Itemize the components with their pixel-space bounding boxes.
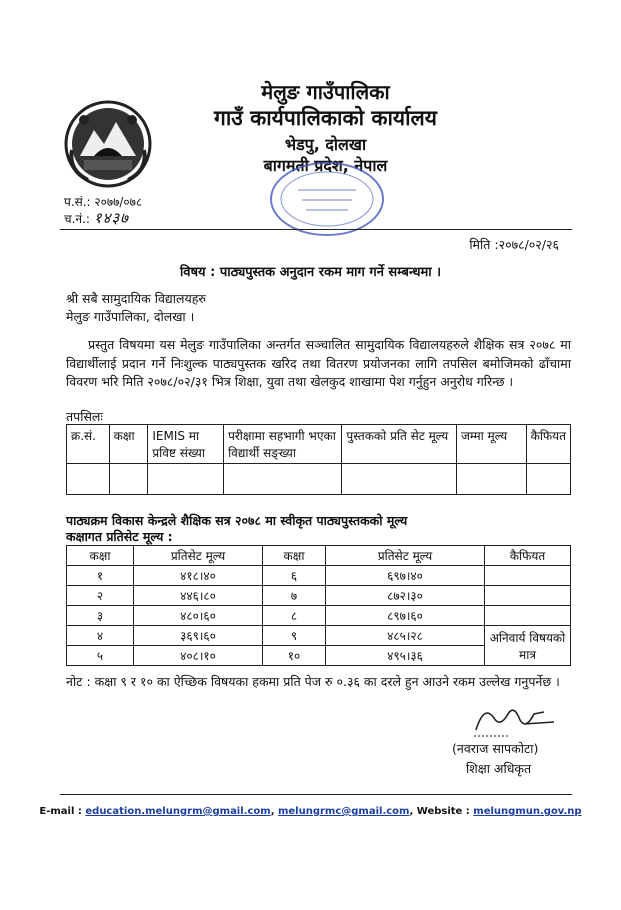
- chalani-label: च.नं.:: [64, 212, 90, 226]
- signatory-name: (नवराज सापकोटा): [452, 741, 539, 756]
- note-text: नोट : कक्षा ९ र १० का ऐच्छिक विषयका हकमा प्रति पेज रु ०.३६ का दरले हुन आउने रकम उल्लेख गनुपर्नेछ ।: [66, 674, 560, 689]
- col-class-a: कक्षा: [67, 546, 134, 566]
- table-cell[interactable]: [109, 464, 148, 495]
- tapasil-label: तपसिलः: [66, 409, 103, 424]
- header-office: गाउँ कार्यपालिकाको कार्यालय: [214, 106, 437, 130]
- letter-date: मिति :२०७८/०२/२६: [469, 237, 559, 252]
- cell-class: १०: [263, 646, 326, 666]
- col-total: जम्मा मूल्य: [456, 425, 526, 464]
- header-location: भेडपु, दोलखा: [284, 135, 367, 154]
- email-label: E-mail :: [39, 806, 82, 817]
- cell-price: ४९५।३६: [326, 646, 485, 666]
- cell-class: ३: [67, 606, 134, 626]
- table-cell[interactable]: [456, 464, 526, 495]
- col-exam-students: परीक्षामा सहभागी भएका विद्यार्थी सङ्ख्या: [224, 425, 342, 464]
- header-divider: [60, 229, 572, 230]
- chalani-value: १४३७: [93, 209, 129, 227]
- cell-price: ४८०।६०: [134, 606, 263, 626]
- cell-price: ६९७।४०: [326, 566, 485, 586]
- table-cell[interactable]: [148, 464, 224, 495]
- email-link-rmc[interactable]: melungrmc@gmail.com: [277, 806, 410, 817]
- table-cell[interactable]: [224, 464, 342, 495]
- letter-subject: विषय : पाठ्यपुस्तक अनुदान रकम माग गर्ने सम्बन्धमा ।: [179, 265, 442, 280]
- cell-price: ४८५।२८: [326, 626, 485, 646]
- table-cell[interactable]: [67, 464, 110, 495]
- cell-class: १: [67, 566, 134, 586]
- addressee-line1: श्री सबै सामुदायिक विद्यालयहरु: [66, 291, 206, 306]
- price-table-title: पाठ्यक्रम विकास केन्द्रले शैक्षिक सत्र २०७८ मा स्वीकृत पाठ्यपुस्तकको मूल्य: [66, 513, 408, 528]
- cell-price: ३६९।६०: [134, 626, 263, 646]
- col-price-a: प्रतिसेट मूल्य: [134, 546, 263, 566]
- cell-class: ४: [67, 626, 134, 646]
- cell-class: ७: [263, 586, 326, 606]
- cell-remark: [485, 566, 571, 586]
- email-link-education[interactable]: education.melungrm@gmail.com: [85, 806, 271, 817]
- body-paragraph: प्रस्तुत विषयमा यस मेलुङ गाउँपालिका अन्तर्गत सञ्चालित सामुदायिक विद्यालयहरुले शैक्षिक सत्र २०७८ मा विद्यार्थीलाई प्रदान गर्ने निःशुल्क पाठ्यपुस्तक खरिद तथा वितरण प्रयोजनका लागि तपसिल बमोजिमको ढाँचामा विवरण भरि मिति २०७८/०२/३१ भित्र शिक्षा, युवा तथा खेलकुद शाखामा पेश गर्नुहुन अनुरोध गरिन्छ ।: [66, 337, 571, 389]
- chalani-number: [64, 208, 129, 228]
- table-row: [67, 626, 571, 646]
- col-price-b: प्रतिसेट मूल्य: [326, 546, 485, 566]
- header-province: बागमती प्रदेश, नेपाल: [263, 156, 388, 175]
- col-sn: क्र.सं.: [67, 425, 110, 464]
- col-class-b: कक्षा: [263, 546, 326, 566]
- header-municipality: मेलुङ गाउँपालिका: [261, 80, 390, 104]
- cell-class: ९: [263, 626, 326, 646]
- table-row: [67, 606, 571, 626]
- addressee-line2: मेलुङ गाउँपालिका, दोलखा ।: [66, 309, 195, 324]
- website-label: Website :: [416, 806, 470, 817]
- col-remarks: कैफियत: [526, 425, 570, 464]
- details-form-table: [66, 424, 571, 495]
- price-table: [66, 545, 571, 666]
- footer-divider: [60, 794, 572, 795]
- cell-price: ८९७।६०: [326, 606, 485, 626]
- signature: [470, 700, 560, 740]
- price-table-subtitle: कक्षागत प्रतिसेट मूल्य :: [66, 529, 173, 544]
- cell-price: ८७२।३०: [326, 586, 485, 606]
- cell-remark: [485, 606, 571, 626]
- table-header-row: [67, 546, 571, 566]
- cell-class: ६: [263, 566, 326, 586]
- col-class: कक्षा: [109, 425, 148, 464]
- signatory-designation: शिक्षा अधिकृत: [466, 761, 532, 776]
- cell-remark: [485, 586, 571, 606]
- cell-price: ४१८।४०: [134, 566, 263, 586]
- cell-remark-compulsory: अनिवार्य विषयको मात्र: [485, 626, 571, 666]
- patra-sankhya: प.सं.: २०७७/०७८: [64, 195, 143, 209]
- table-cell[interactable]: [342, 464, 457, 495]
- cell-class: ५: [67, 646, 134, 666]
- col-remarks: कैफियत: [485, 546, 571, 566]
- cell-price: ४४६।८०: [134, 586, 263, 606]
- col-iemis: IEMIS मा प्रविष्ट संख्या: [148, 425, 224, 464]
- table-header-row: [67, 425, 571, 464]
- office-stamp: [268, 160, 386, 238]
- footer-contact: E-mail : education.melungrm@gmail.com, melungrmc@gmail.com, Website : melungmun.gov.np: [39, 806, 582, 817]
- table-row: [67, 464, 571, 495]
- cell-price: ४०८।१०: [134, 646, 263, 666]
- cell-class: ८: [263, 606, 326, 626]
- website-link[interactable]: melungmun.gov.np: [473, 806, 582, 817]
- table-row: [67, 566, 571, 586]
- table-row: [67, 586, 571, 606]
- table-cell[interactable]: [526, 464, 570, 495]
- col-price-per-set: पुस्तकको प्रति सेट मूल्य: [342, 425, 457, 464]
- cell-class: २: [67, 586, 134, 606]
